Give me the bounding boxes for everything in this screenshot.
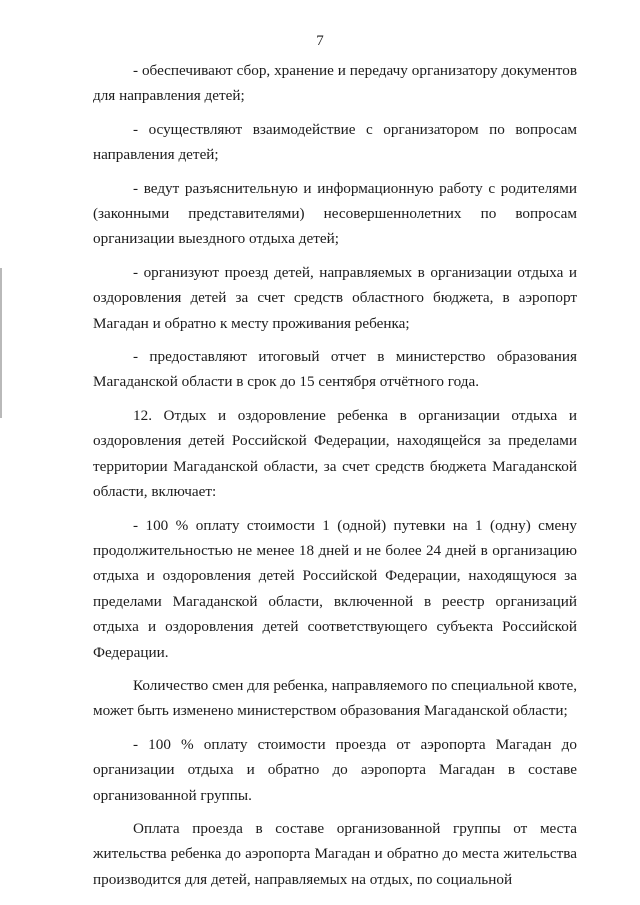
paragraph-7: - 100 % оплату стоимости 1 (одной) путевки на 1 (одну) смену продолжительностью не менее 18 дней и не более 24 дней в организацию отдыха и оздоровления детей Российской Федерации, находящуюся за пределами Магаданской области, включенной в реестр организаций отдыха и оздоровления детей соответствующего субъекта Российской Федерации. xyxy=(93,516,577,661)
document-body xyxy=(93,58,577,900)
paragraph-1: - обеспечивают сбор, хранение и передачу организатору документов для направления детей; xyxy=(93,62,577,105)
scan-edge-mark xyxy=(0,268,2,418)
paragraph-2: - осуществляют взаимодействие с организатором по вопросам направления детей; xyxy=(93,120,577,164)
paragraph-6: 12. Отдых и оздоровление ребенка в организации отдыха и оздоровления детей Российской Федерации, находящейся за пределами территории Магаданской области, за счет средств бюджета Магаданской области, включает: xyxy=(93,406,577,501)
paragraph-8: Количество смен для ребенка, направляемого по специальной квоте, может быть изменено министерством образования Магаданской области; xyxy=(93,676,577,720)
page-number: 7 xyxy=(316,33,324,49)
paragraph-10: Оплата проезда в составе организованной группы от места жительства ребенка до аэропорта Магадан и обратно до места жительства производится для детей, направляемых на отдых, по социальной xyxy=(93,819,577,888)
paragraph-5: - предоставляют итоговый отчет в министерство образования Магаданской области в срок до 15 сентября отчётного года. xyxy=(93,348,577,391)
paragraph-4: - организуют проезд детей, направляемых в организации отдыха и оздоровления детей за счет средств областного бюджета, в аэропорт Магадан и обратно к месту проживания ребенка; xyxy=(93,263,577,332)
paragraph-3: - ведут разъяснительную и информационную работу с родителями (законными представителями) несовершеннолетних по вопросам организации выездного отдыха детей; xyxy=(93,179,577,248)
paragraph-9: - 100 % оплату стоимости проезда от аэропорта Магадан до организации отдыха и обратно до аэропорта Магадан в составе организованной группы. xyxy=(93,735,577,804)
